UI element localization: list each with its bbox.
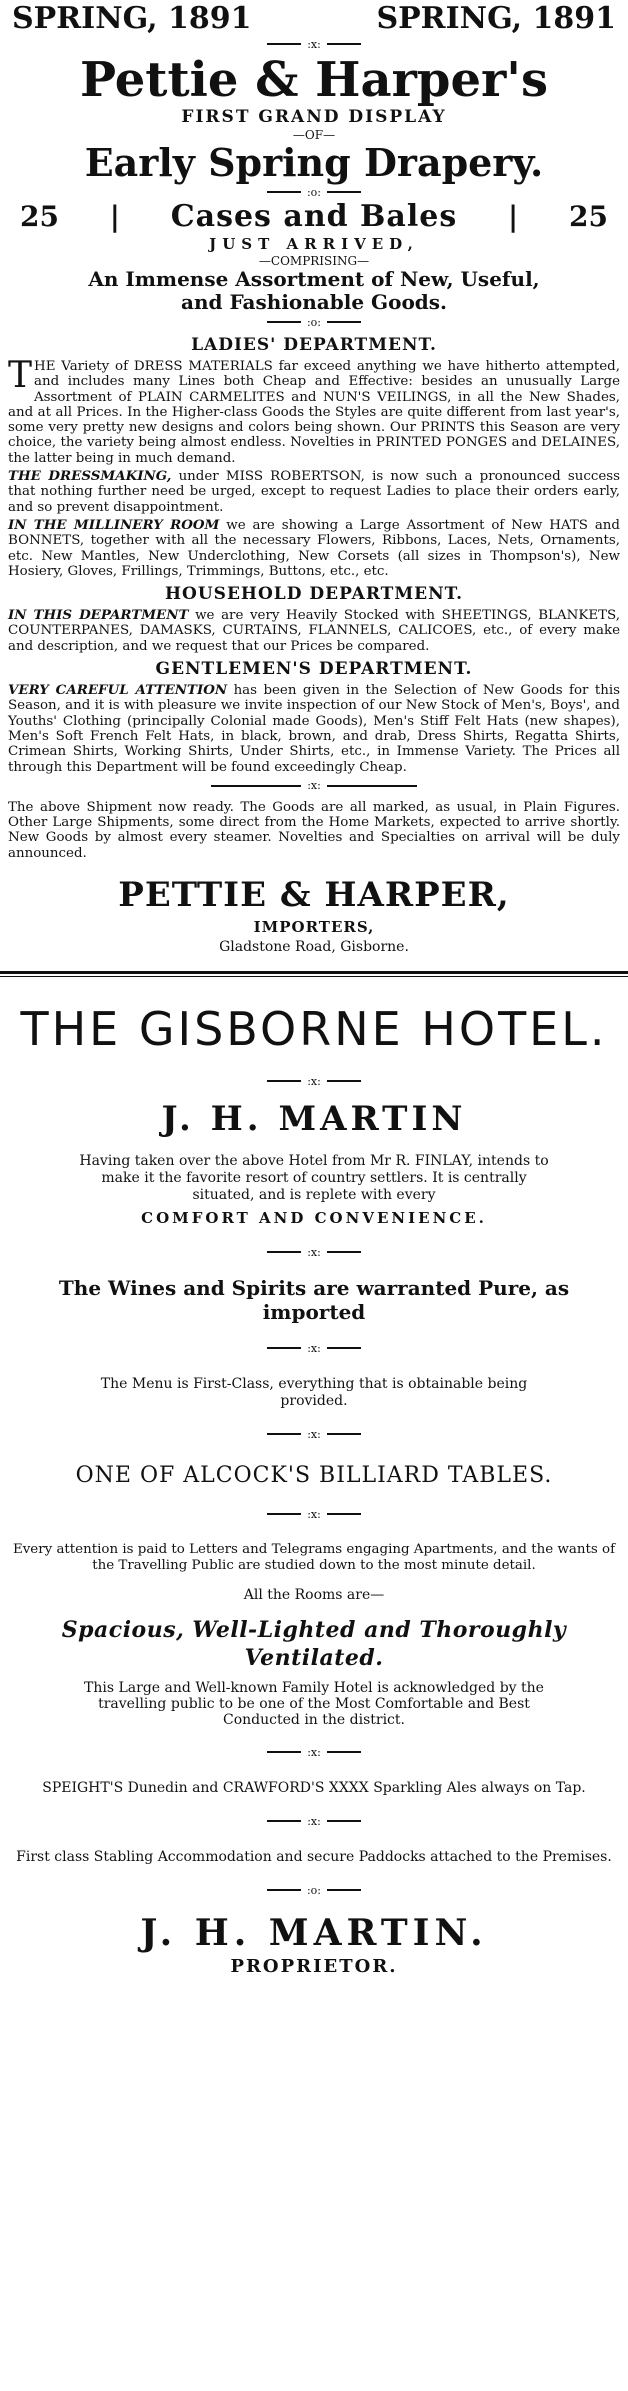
ornament-mark: :x: (307, 1814, 321, 1828)
household-lead: IN THIS DEPARTMENT (8, 607, 189, 624)
ales-line: SPEIGHT'S Dunedin and CRAWFORD'S XXXX Sparkling Ales always on Tap. (42, 1780, 586, 1797)
shipment-paragraph: The above Shipment now ready. The Goods are all marked, as usual, in Plain Figures. Other Large Shipments, some direct from the Home Markets, expected to arrive shortly. New Goods by almost every steamer. Novelties and Specialties on arrival will be duly announced. (8, 799, 620, 861)
ornament-divider (8, 1506, 620, 1522)
ornament-line (327, 1433, 361, 1435)
importers-label: IMPORTERS, (253, 918, 375, 937)
ornament-mark: :o: (306, 315, 322, 329)
ladies-paragraph (8, 355, 620, 466)
first-grand-display: FIRST GRAND DISPLAY (181, 107, 447, 127)
gents-paragraph (8, 683, 620, 775)
firm-title: Pettie & Harper's (79, 52, 549, 108)
hotel-title: THE GISBORNE HOTEL. (20, 1002, 608, 1057)
dressmaking-paragraph (8, 469, 620, 515)
spacious-line: Spacious, Well-Lighted and Thoroughly Ventilated. (61, 1617, 567, 1672)
ornament-line (327, 1347, 361, 1349)
ornament-divider (8, 1340, 620, 1356)
cases-and-bales: 25 | Cases and Bales | 25 (20, 199, 608, 234)
ornament-mark: :x: (307, 1245, 321, 1259)
ornament-divider (8, 36, 620, 52)
season-right: SPRING, 1891 (376, 1, 616, 36)
column-rule (0, 976, 628, 977)
billiard-line: ONE OF ALCOCK'S BILLIARD TABLES. (75, 1463, 553, 1489)
firm-signature: PETTIE & HARPER, (118, 875, 510, 916)
ornament-line (267, 1820, 301, 1822)
ornament-divider (8, 1244, 620, 1260)
drop-cap: T (8, 355, 33, 396)
ornament-mark: :x: (307, 1507, 321, 1521)
ornament-mark: :x: (307, 1745, 321, 1759)
comprising-label: —COMPRISING— (258, 254, 370, 268)
early-spring-drapery: Early Spring Drapery. (84, 140, 544, 185)
ornament-line (327, 1889, 361, 1891)
ornament-mark: :x: (307, 1074, 321, 1088)
gisborne-hotel-advertisement (0, 1001, 628, 1978)
ornament-line (267, 1080, 301, 1082)
ornament-line (327, 1751, 361, 1753)
ornament-line (267, 1751, 301, 1753)
ornament-divider (8, 1426, 620, 1442)
ornament-line (327, 43, 361, 45)
ornament-line (267, 1889, 301, 1891)
ornament-line (327, 191, 361, 193)
immense-assortment: An Immense Assortment of New, Useful, and Fashionable Goods. (88, 267, 540, 314)
millinery-paragraph (8, 518, 620, 579)
of-label: —OF— (292, 128, 336, 142)
season-left: SPRING, 1891 (12, 1, 252, 36)
ornament-mark: :x: (307, 37, 321, 51)
ornament-line (267, 321, 301, 323)
ladies-text: HE Variety of DRESS MATERIALS far exceed anything we have hitherto attempted, and includes many Lines both Cheap and Effective: besides an unusually Large Assortment of PLAIN CARMELITES and NUN'S VEILINGS, in all the New Shades, and at all Prices. In the Higher-class Goods the Styles are quite different from last year's, some very pretty new designs and colors being shown. Our PRINTS this Season are very choice, the variety being almost endless. Novelties in PRINTED PONGES and DELAINES, the latter being in much demand. (8, 359, 620, 466)
hotel-signature: J. H. MARTIN. (140, 1912, 488, 1955)
cases-label: Cases and Bales (170, 199, 458, 234)
ornament-divider (8, 778, 620, 794)
gents-text: has been given in the Selection of New Goods for this Season, and it is with pleasure we invite inspection of our New Stock of Men's, Boys', and Youths' Clothing (principally Colonial made Goods), Men's Stiff Felt Hats (new shapes), Men's Soft French Felt Hats, in black, brown, and drab, Dress Shirts, Regatta Shirts, Crimean Shirts, Working Shirts, Under Shirts, etc., in Immense Variety. The Prices all through this Department will be found exceedingly Cheap. (8, 683, 620, 775)
millinery-text: we are showing a Large Assortment of New HATS and BONNETS, together with all the necessary Flowers, Ribbons, Laces, Nets, Ornaments, etc. New Mantles, New Underclothing, New Corsets (all sizes in Thompson's), New Hosiery, Gloves, Frillings, Trimmings, Buttons, etc., etc. (8, 517, 620, 579)
gents-lead: VERY CAREFUL ATTENTION (8, 682, 228, 699)
ornament-divider (8, 184, 620, 200)
household-heading: HOUSEHOLD DEPARTMENT. (164, 584, 464, 605)
ladies-heading: LADIES' DEPARTMENT. (191, 335, 437, 355)
menu-line: The Menu is First-Class, everything that is obtainable being provided. (100, 1376, 528, 1410)
gents-heading: GENTLEMEN'S DEPARTMENT. (155, 659, 473, 680)
ornament-divider (8, 1813, 620, 1829)
rooms-line: All the Rooms are— (243, 1587, 385, 1604)
ornament-divider (8, 314, 620, 330)
ornament-line (267, 191, 301, 193)
dressmaking-text: under MISS ROBERTSON, is now such a pronounced success that nothing further need be urged, except to request Ladies to place their orders early, and so prevent disappointment. (8, 469, 620, 515)
owner-name: J. H. MARTIN (161, 1099, 467, 1140)
column-rule (0, 971, 628, 974)
ornament-line (267, 1513, 301, 1515)
ornament-mark: :x: (307, 779, 321, 793)
ornament-line (327, 1820, 361, 1822)
ornament-divider (8, 1073, 620, 1089)
comfort-convenience: COMFORT AND CONVENIENCE. (141, 1209, 487, 1228)
cases-count-left: 25 (20, 200, 59, 233)
large-hotel-line: This Large and Well-known Family Hotel is acknowledged by the travelling public to be one of the Most Comfortable and Best Conducted in the district. (84, 1680, 544, 1729)
ornament-line (327, 785, 417, 787)
cases-count-right: 25 (569, 200, 608, 233)
pettie-harper-advertisement (0, 0, 628, 957)
ornament-mark: :o: (306, 1883, 322, 1897)
proprietor-label: PROPRIETOR. (230, 1956, 398, 1978)
ornament-line (267, 1347, 301, 1349)
millinery-lead: IN THE MILLINERY ROOM (8, 516, 220, 533)
season-header (8, 0, 620, 36)
just-arrived: JUST ARRIVED, (209, 235, 419, 253)
ornament-line (327, 1080, 361, 1082)
ornament-line (267, 1251, 301, 1253)
ornament-mark: :o: (306, 185, 322, 199)
ornament-line (211, 785, 301, 787)
firm-address: Gladstone Road, Gisborne. (219, 939, 409, 956)
ornament-divider (8, 1882, 620, 1898)
hotel-intro: Having taken over the above Hotel from Mr R. FINLAY, intends to make it the favorite resort of country settlers. It is centrally situated, and is replete with every (79, 1153, 549, 1204)
household-paragraph (8, 608, 620, 654)
ornament-line (327, 1251, 361, 1253)
ornament-line (267, 1433, 301, 1435)
ornament-line (327, 1513, 361, 1515)
stabling-line: First class Stabling Accommodation and secure Paddocks attached to the Premises. (16, 1849, 612, 1866)
ornament-line (327, 321, 361, 323)
dressmaking-lead: THE DRESSMAKING, (8, 468, 172, 485)
ornament-mark: :x: (307, 1427, 321, 1441)
ornament-mark: :x: (307, 1341, 321, 1355)
ornament-divider (8, 1744, 620, 1760)
attention-line: Every attention is paid to Letters and Telegrams engaging Apartments, and the wants of the Travelling Public are studied down to the most minute detail. (12, 1542, 616, 1574)
wines-line: The Wines and Spirits are warranted Pure, as imported (58, 1276, 570, 1325)
household-text: we are very Heavily Stocked with SHEETINGS, BLANKETS, COUNTERPANES, DAMASKS, CURTAINS, FLANNELS, CALICOES, etc., of every make and description, and we request that our Prices be compared. (8, 608, 620, 654)
ornament-line (267, 43, 301, 45)
